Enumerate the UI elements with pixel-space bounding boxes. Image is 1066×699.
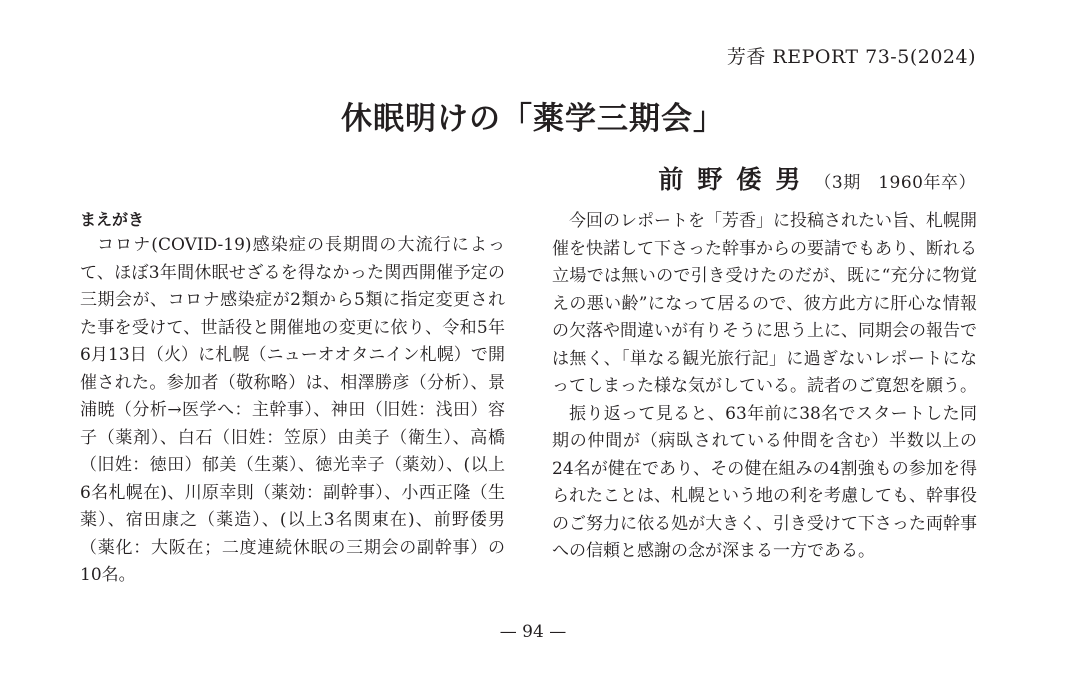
left-column xyxy=(80,208,505,590)
author-name: 前野倭男 xyxy=(658,165,815,194)
report-label: 芳香 REPORT 73-5(2024) xyxy=(726,46,976,68)
section-heading: まえがき xyxy=(80,210,145,229)
author-line xyxy=(658,160,976,196)
author-detail: （3期 1960年卒） xyxy=(814,173,976,193)
article-title: 休眠明けの「薬学三期会」 xyxy=(341,101,725,137)
right-column xyxy=(552,208,977,566)
page-number: — 94 — xyxy=(499,622,567,642)
body-paragraph-1: 今回のレポートを「芳香」に投稿されたい旨、札幌開催を快諾して下さった幹事からの要請でもあり、断れる立場では無いので引き受けたのだが、既に“充分に物覚えの悪い齢”になって居るので、彼方此方に肝心な情報の欠落や間違いが有りそうに思う上に、同期会の報告では無く、「単なる観光旅行記」に過ぎないレポートになってしまった様な気がしている。読者のご寛恕を願う。 xyxy=(552,211,977,396)
preface-paragraph: コロナ(COVID-19)感染症の長期間の大流行によって、ほぼ3年間休眠せざるを得なかった関西開催予定の三期会が、コロナ感染症が2類から5類に指定変更された事を受けて、世話役と開催地の変更に依り、令和5年6月13日（火）に札幌（ニューオオタニイン札幌）で開催された。参加者（敬称略）は、相澤勝彦（分析）、景浦暁（分析→医学へ：主幹事）、神田（旧姓：浅田）容子（薬剤）、白石（旧姓：笠原）由美子（衛生）、高橋（旧姓：徳田）郁美（生薬）、徳光幸子（薬効）、(以上6名札幌在)、川原幸則（薬効：副幹事）、小西正隆（生薬）、宿田康之（薬造）、(以上3名関東在)、前野倭男（薬化：大阪在；二度連続休眠の三期会の副幹事）の10名。 xyxy=(80,235,505,585)
body-paragraph-2: 振り返って見ると、63年前に38名でスタートした同期の仲間が（病臥されている仲間を含む）半数以上の24名が健在であり、その健在組みの4割強もの参加を得られたことは、札幌という地の利を考慮しても、幹事役のご努力に依る処が大きく、引き受けて下さった両幹事への信頼と感謝の念が深まる一方である。 xyxy=(552,403,977,561)
